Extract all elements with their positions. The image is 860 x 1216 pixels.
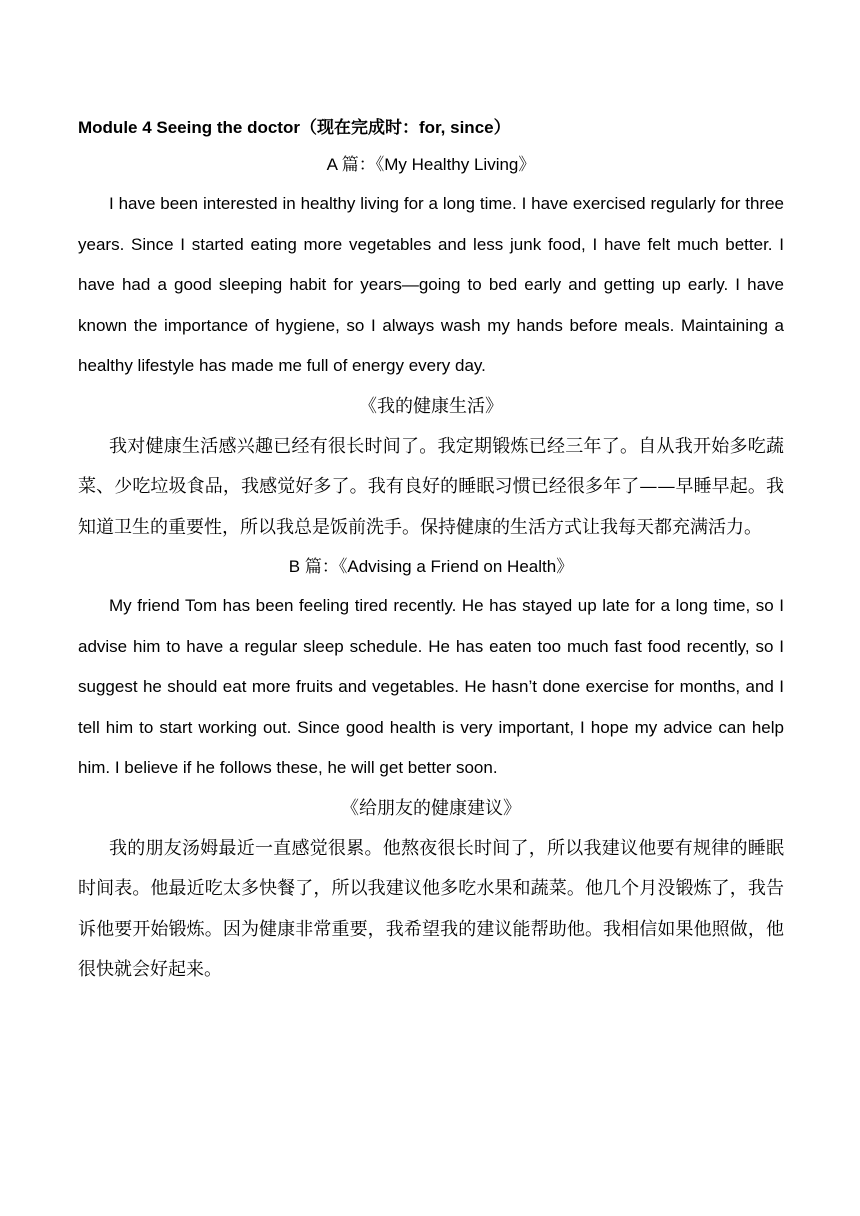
passage-a — [78, 146, 784, 548]
passage-b-chinese-title: 《给朋友的健康建议》 — [341, 797, 521, 819]
passage-b-english-text: My friend Tom has been feeling tired recently. He has stayed up late for a long time, so I advise him to have a regular sleep schedule. He has eaten too much fast food recently, so I suggest he should eat more fruits and vegetables. He hasn’t done exercise for months, and I tell him to start working out. Since good health is very important, I hope my advice can help him. I believe if he follows these, he will get better soon. — [78, 596, 784, 777]
passage-a-title: A 篇：《My Healthy Living》 — [326, 155, 536, 174]
passage-a-chinese-title: 《我的健康生活》 — [359, 395, 503, 417]
passage-b — [78, 548, 784, 991]
passage-b-chinese-text: 我的朋友汤姆最近一直感觉很累。他熬夜很长时间了，所以我建议他要有规律的睡眠时间表。他最近吃太多快餐了，所以我建议他多吃水果和蔬菜。他几个月没锻炼了，我告诉他要开始锻炼。因为健康非常重要，我希望我的建议能帮助他。我相信如果他照做，他很快就会好起来。 — [78, 837, 784, 980]
passage-a-chinese-text: 我对健康生活感兴趣已经有很长时间了。我定期锻炼已经三年了。自从我开始多吃蔬菜、少吃垃圾食品，我感觉好多了。我有良好的睡眠习惯已经很多年了——早睡早起。我知道卫生的重要性，所以我总是饭前洗手。保持健康的生活方式让我每天都充满活力。 — [78, 435, 784, 538]
passage-a-english-text: I have been interested in healthy living for a long time. I have exercised regularly for three years. Since I started eating more vegetables and less junk food, I have felt much better. I have had a good sleeping habit for years—going to bed early and getting up early. I have known the importance of hygiene, so I always wash my hands before meals. Maintaining a healthy lifestyle has made me full of energy every day. — [78, 194, 784, 375]
document-page — [78, 110, 784, 991]
passage-b-title: B 篇：《Advising a Friend on Health》 — [288, 557, 574, 576]
module-title: Module 4 Seeing the doctor（现在完成时：for, since） — [78, 118, 511, 137]
